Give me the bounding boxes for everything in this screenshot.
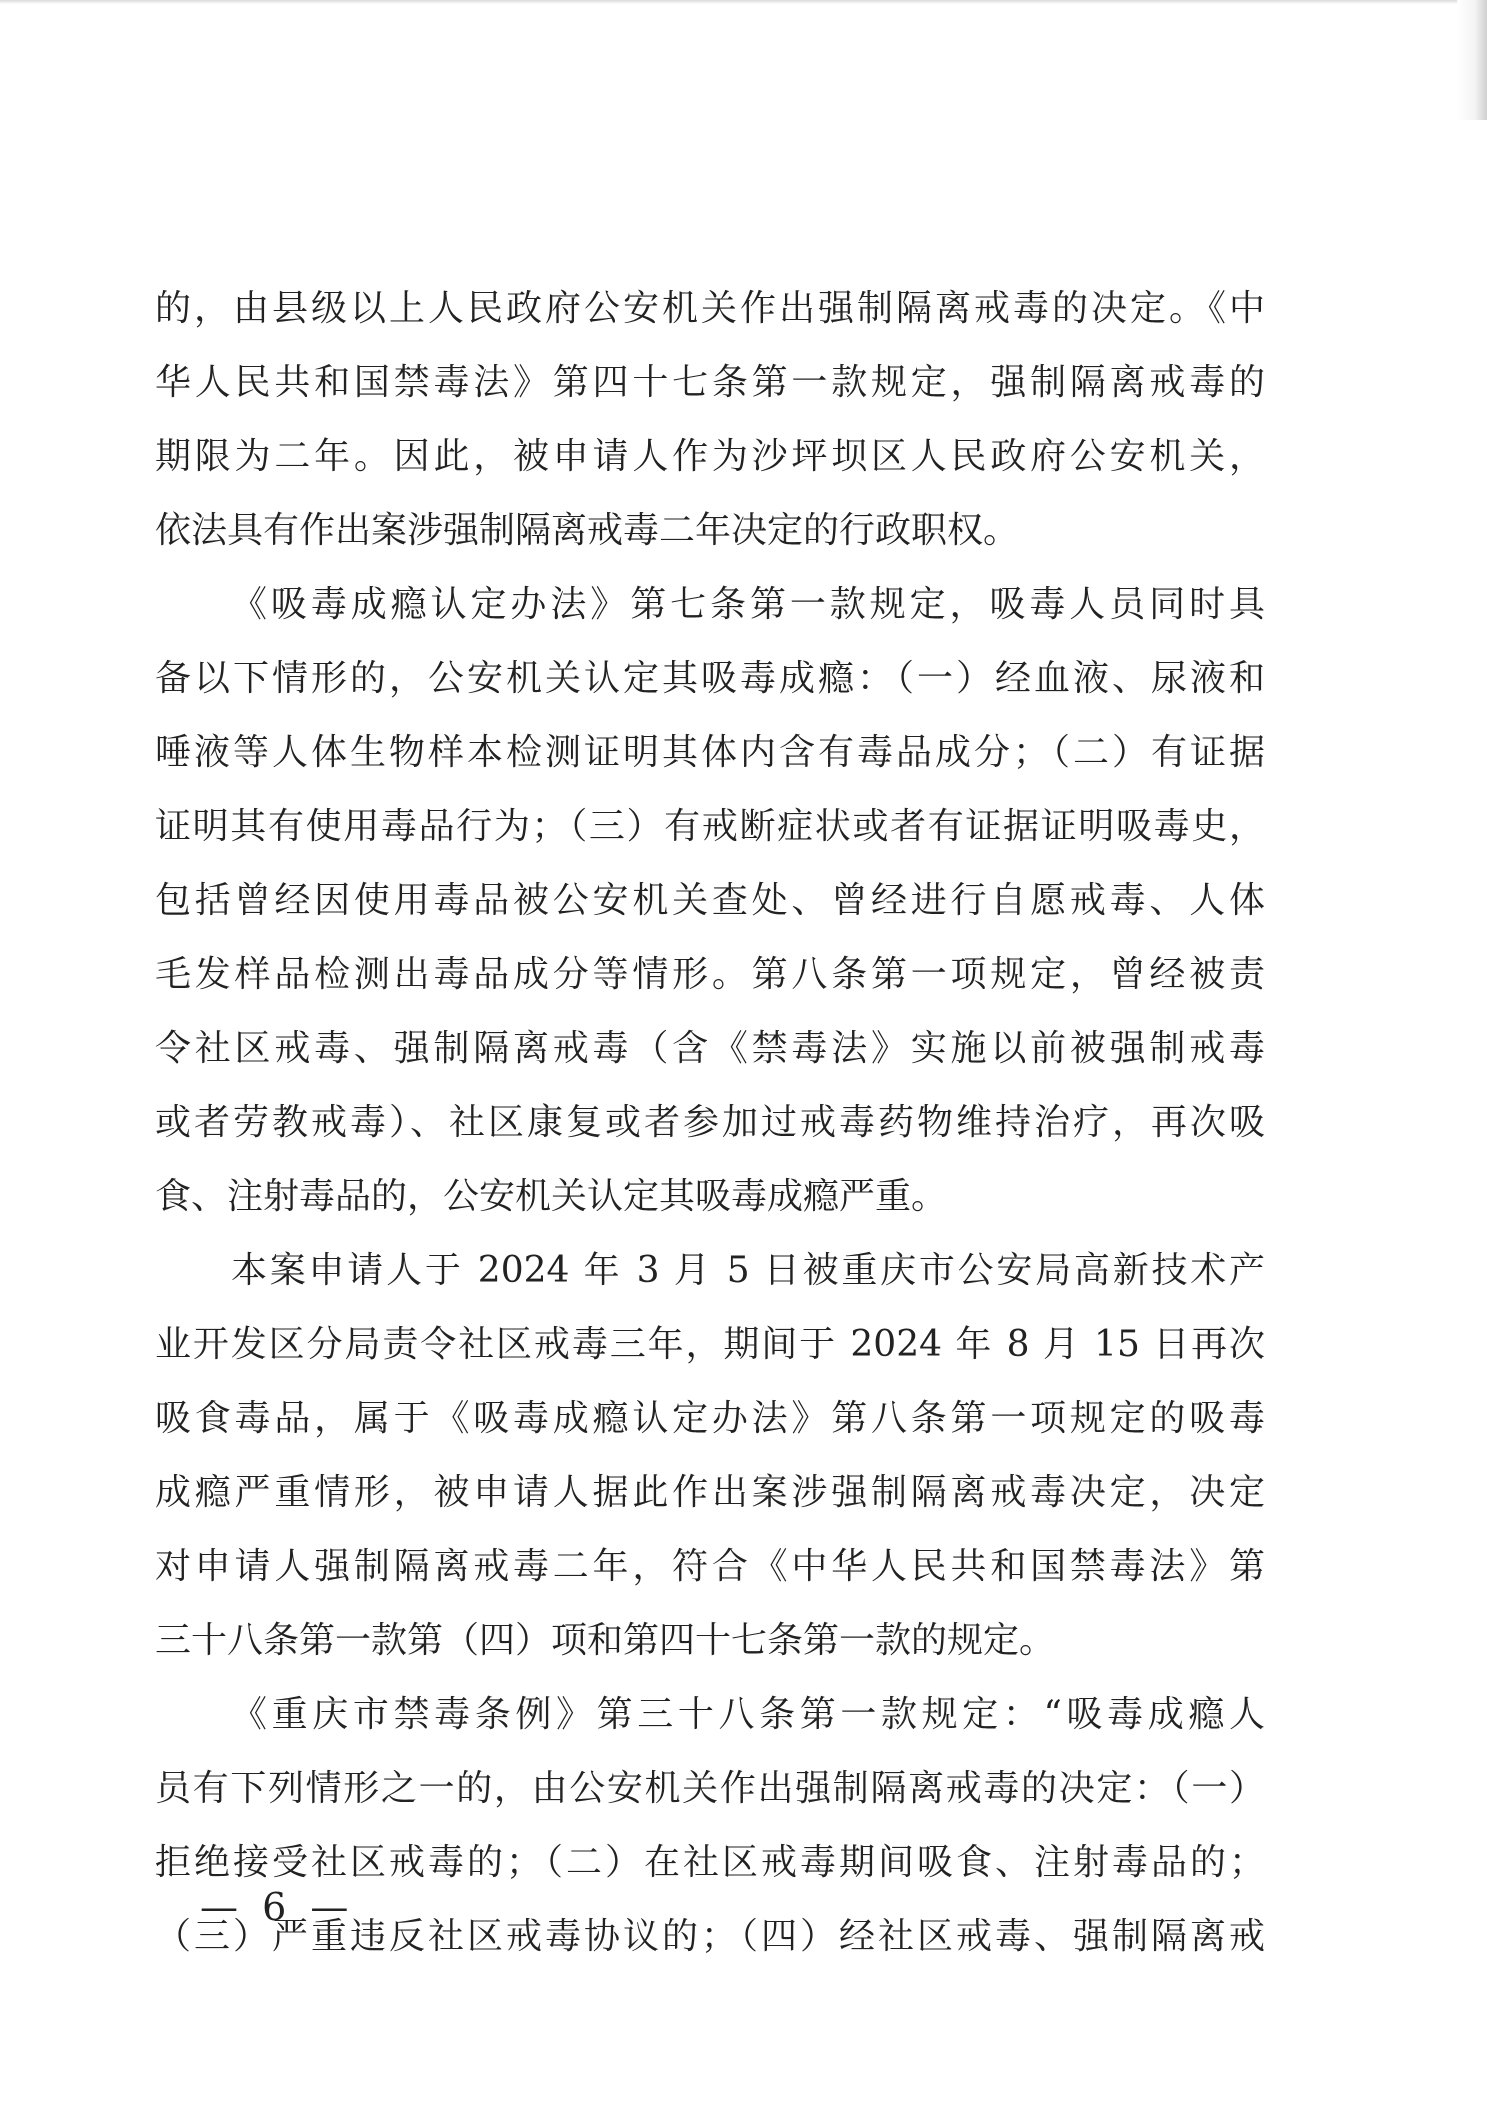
text-line: 唾液等人体生物样本检测证明其体内含有毒品成分；（二）有证据 xyxy=(155,732,1265,773)
text-line: 吸食毒品，属于《吸毒成瘾认定办法》第八条第一项规定的吸毒 xyxy=(155,1398,1265,1439)
text-line: （三）严重违反社区戒毒协议的；（四）经社区戒毒、强制隔离戒 xyxy=(155,1916,1265,1957)
text-line: 《重庆市禁毒条例》第三十八条第一款规定：“吸毒成瘾人 xyxy=(231,1694,1265,1735)
page-number: — 6 — xyxy=(200,1885,355,1929)
text-line: 业开发区分局责令社区戒毒三年，期间于 2024 年 8 月 15 日再次 xyxy=(155,1324,1265,1365)
scan-edge-right xyxy=(1457,0,1487,120)
text-line: 包括曾经因使用毒品被公安机关查处、曾经进行自愿戒毒、人体 xyxy=(155,880,1265,921)
text-line: 毛发样品检测出毒品成分等情形。第八条第一项规定，曾经被责 xyxy=(155,954,1265,995)
text-line: 依法具有作出案涉强制隔离戒毒二年决定的行政职权。 xyxy=(155,510,1020,551)
text-line: 的，由县级以上人民政府公安机关作出强制隔离戒毒的决定。《中 xyxy=(155,288,1265,329)
paragraph-1 xyxy=(155,272,1265,568)
paragraph-2 xyxy=(155,568,1265,1234)
text-line: 本案申请人于 2024 年 3 月 5 日被重庆市公安局高新技术产 xyxy=(231,1250,1265,1291)
text-line: 《吸毒成瘾认定办法》第七条第一款规定，吸毒人员同时具 xyxy=(231,584,1265,625)
paragraph-4 xyxy=(155,1678,1265,1974)
text-line: 备以下情形的，公安机关认定其吸毒成瘾：（一）经血液、尿液和 xyxy=(155,658,1265,699)
text-line: 期限为二年。因此，被申请人作为沙坪坝区人民政府公安机关， xyxy=(155,436,1265,477)
text-line: 或者劳教戒毒）、社区康复或者参加过戒毒药物维持治疗，再次吸 xyxy=(155,1102,1265,1143)
text-line: 令社区戒毒、强制隔离戒毒（含《禁毒法》实施以前被强制戒毒 xyxy=(155,1028,1265,1069)
text-line: 拒绝接受社区戒毒的；（二）在社区戒毒期间吸食、注射毒品的； xyxy=(155,1842,1265,1883)
text-line: 华人民共和国禁毒法》第四十七条第一款规定，强制隔离戒毒的 xyxy=(155,362,1265,403)
text-line: 证明其有使用毒品行为；（三）有戒断症状或者有证据证明吸毒史， xyxy=(155,806,1265,847)
text-line: 三十八条第一款第（四）项和第四十七条第一款的规定。 xyxy=(155,1620,1056,1661)
text-line: 对申请人强制隔离戒毒二年，符合《中华人民共和国禁毒法》第 xyxy=(155,1546,1265,1587)
paragraph-3 xyxy=(155,1234,1265,1678)
text-line: 成瘾严重情形，被申请人据此作出案涉强制隔离戒毒决定，决定 xyxy=(155,1472,1265,1513)
body-text xyxy=(155,272,1265,1974)
scan-edge-top xyxy=(0,0,1487,4)
text-line: 食、注射毒品的，公安机关认定其吸毒成瘾严重。 xyxy=(155,1176,948,1217)
text-line: 员有下列情形之一的，由公安机关作出强制隔离戒毒的决定：（一） xyxy=(155,1768,1265,1809)
